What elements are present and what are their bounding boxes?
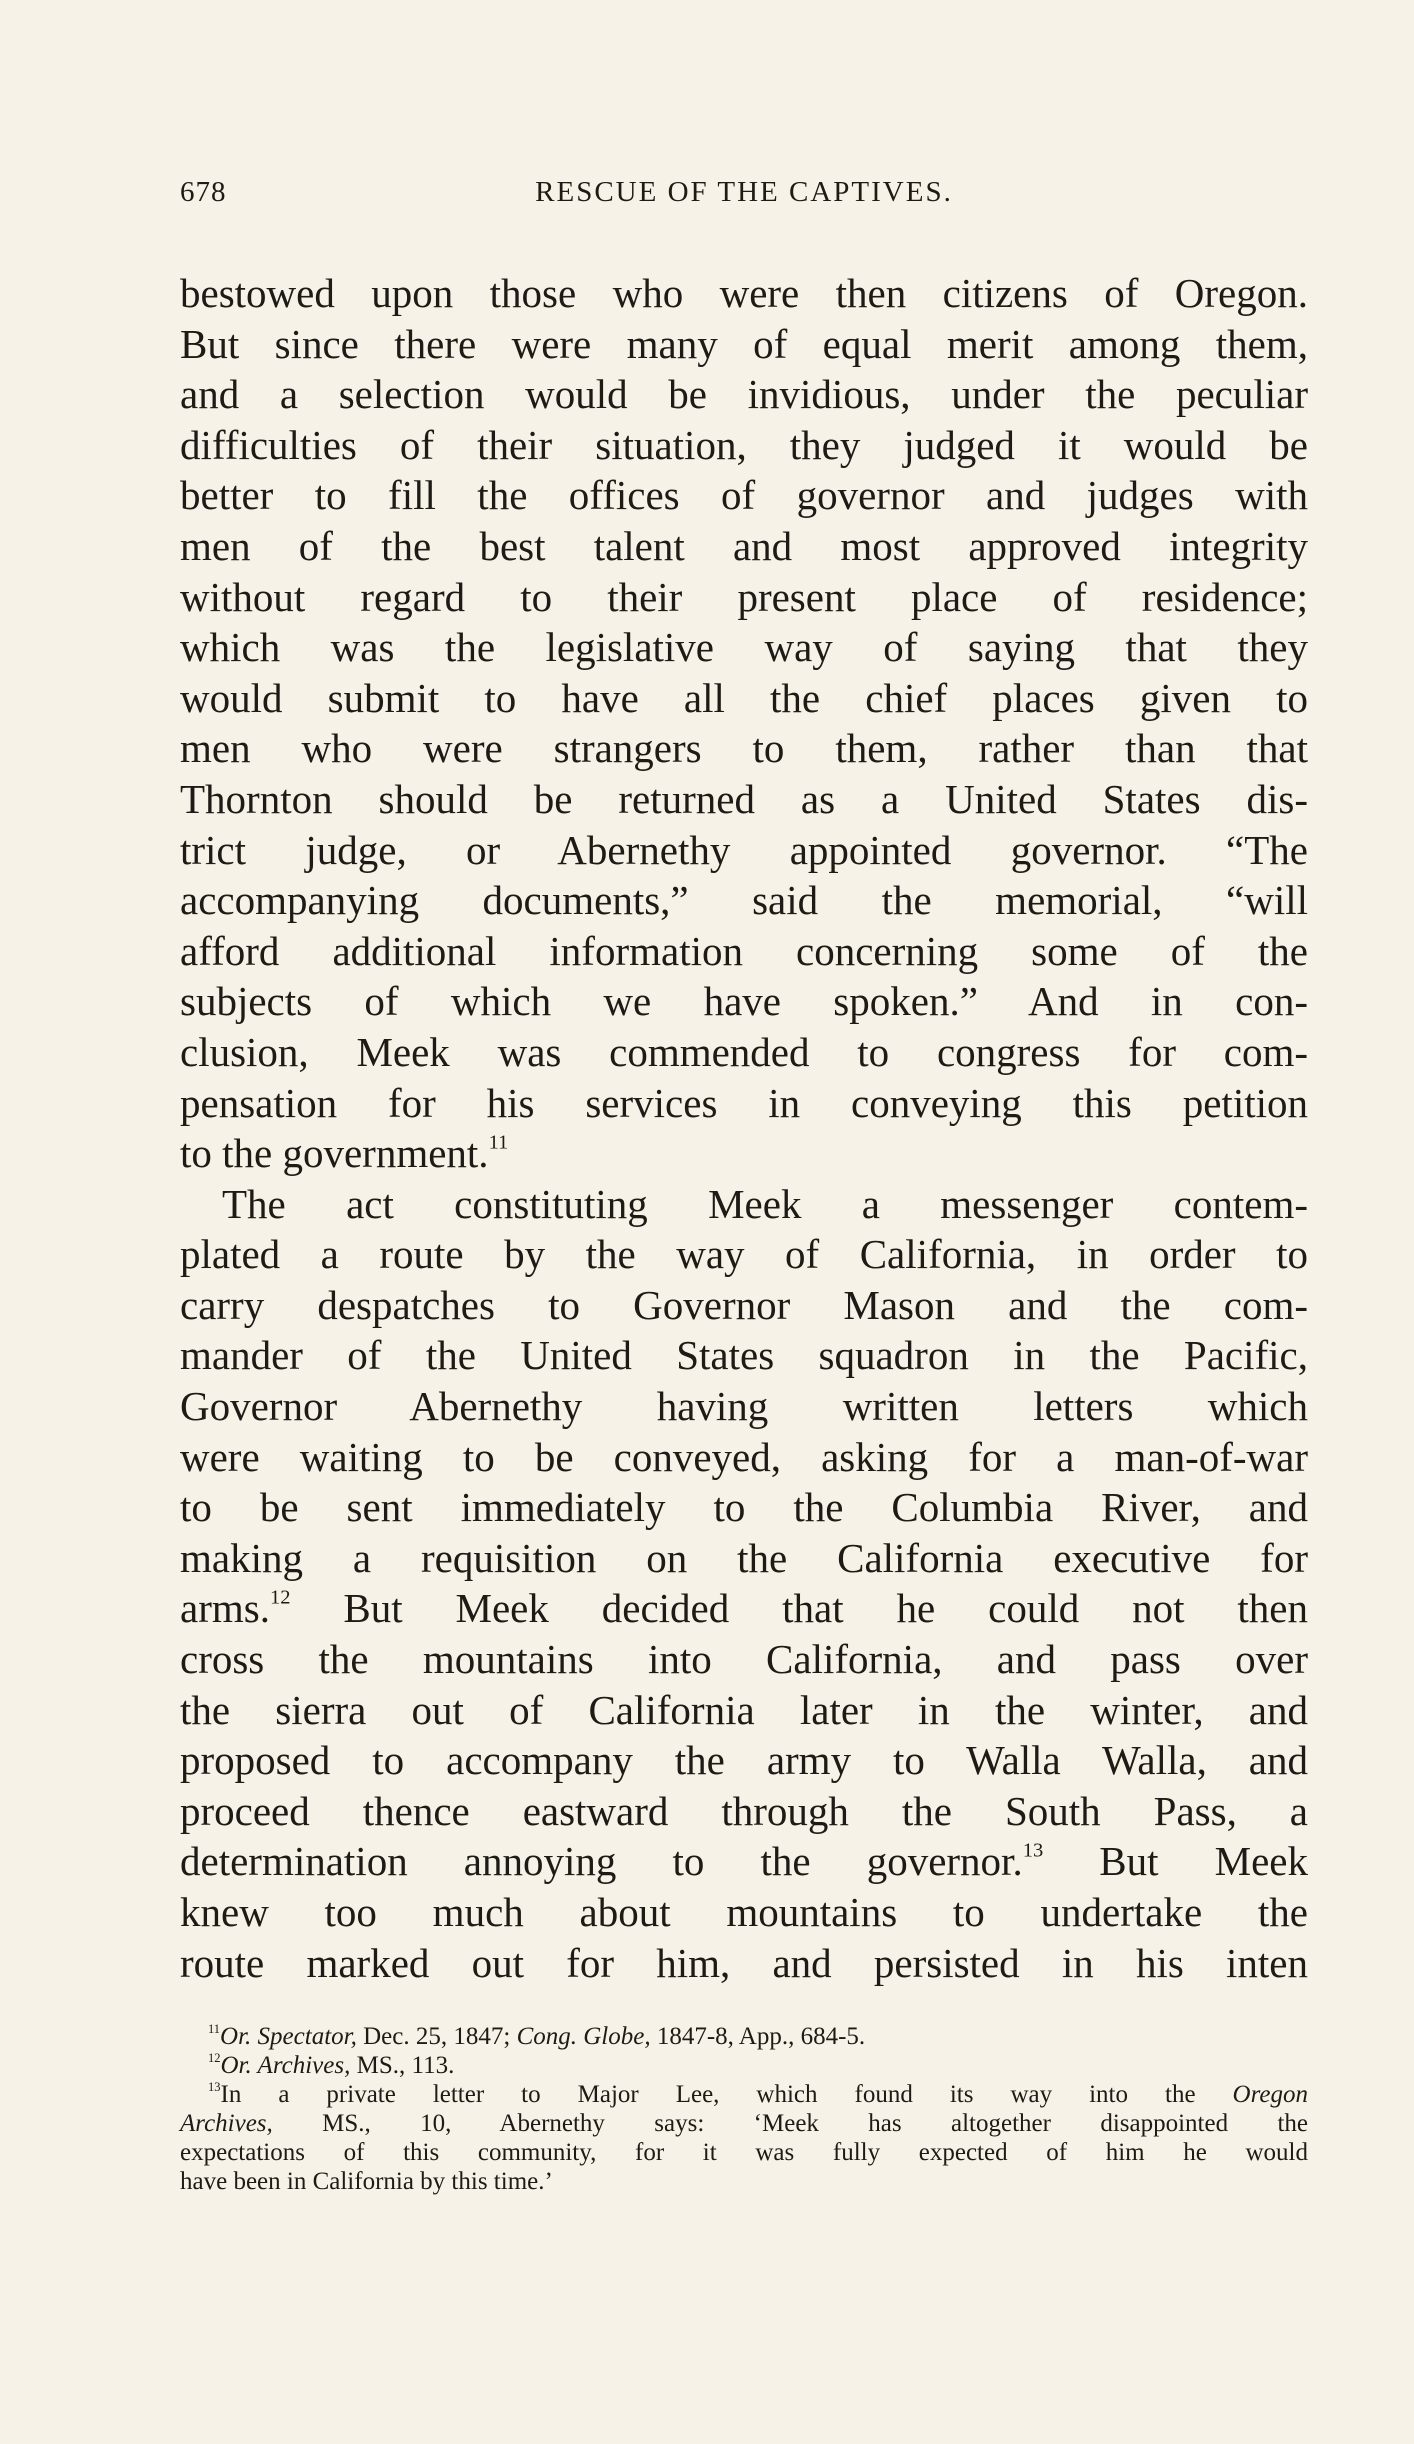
text-line: men of the best talent and most approved integrity: [180, 522, 1308, 569]
text-line: Thornton should be returned as a United States dis-: [180, 775, 1308, 822]
body-text: [180, 268, 1308, 1988]
text-line: were waiting to be conveyed, asking for a man-of-war: [180, 1433, 1308, 1480]
text-segment: determination annoying to the governor.: [180, 1838, 1023, 1885]
footnote-13-line: have been in California by this time.’: [180, 2168, 553, 2195]
footnote-13: [180, 2080, 1308, 2109]
footnote-number: 12: [208, 2050, 221, 2065]
text-line: mander of the United States squadron in the Pacific,: [180, 1332, 1308, 1379]
footnote-ref: 12: [269, 1587, 291, 1609]
text-line: difficulties of their situation, they judged it would be: [180, 421, 1308, 468]
footnote-text: Dec. 25, 1847;: [356, 2023, 517, 2050]
text-line: But since there were many of equal merit among them,: [180, 320, 1308, 367]
footnote-number: 11: [208, 2021, 221, 2036]
text-line: and a selection would be invidious, under the peculiar: [180, 371, 1308, 418]
text-segment: arms.: [180, 1585, 270, 1632]
footnote-12: [180, 2051, 1308, 2080]
text-line: better to fill the offices of governor and judges with: [180, 472, 1308, 519]
footnote-11: [180, 2022, 1308, 2051]
text-line: [180, 1836, 1308, 1887]
text-line: cross the mountains into California, and pass over: [180, 1636, 1308, 1683]
text-line: [180, 1128, 1308, 1179]
text-line: afford additional information concerning some of the: [180, 927, 1308, 974]
text-line: to be sent immediately to the Columbia River, and: [180, 1484, 1308, 1531]
text-line: without regard to their present place of residence;: [180, 573, 1308, 620]
page-number: 678: [180, 176, 227, 208]
page-header: [180, 176, 1308, 216]
footnote-ref: 11: [488, 1131, 509, 1154]
footnote-13-line: [180, 2109, 1308, 2138]
footnote-source: Or. Archives,: [220, 2052, 351, 2079]
text-line: pensation for his services in conveying this petition: [180, 1079, 1308, 1126]
running-head: RESCUE OF THE CAPTIVES.: [535, 176, 953, 208]
text-segment: But Meek decided that he could not then: [290, 1585, 1308, 1632]
footnote-source: Cong. Globe,: [516, 2023, 651, 2050]
footnote-number: 13: [208, 2079, 221, 2094]
footnote-source: Oregon: [1232, 2081, 1308, 2108]
footnote-source: Or. Spectator,: [220, 2023, 357, 2050]
text-line: clusion, Meek was commended to congress for com-: [180, 1028, 1308, 1075]
footnote-ref: 13: [1022, 1839, 1044, 1862]
text-line: carry despatches to Governor Mason and the com-: [180, 1281, 1308, 1328]
text-line: The act constituting Meek a messenger contem-: [222, 1180, 1308, 1227]
text-segment: to the government.: [180, 1130, 489, 1177]
text-line: making a requisition on the California executive for: [180, 1534, 1308, 1581]
footnote-text: In a private letter to Major Lee, which found its way into the: [220, 2081, 1233, 2108]
footnote-text: 1847-8, App., 684-5.: [650, 2023, 866, 2050]
text-line: which was the legislative way of saying that they: [180, 624, 1308, 671]
footnote-source: Archives,: [180, 2110, 273, 2137]
text-line: route marked out for him, and persisted in his inten: [180, 1939, 1308, 1986]
text-line: bestowed upon those who were then citizens of Oregon.: [180, 270, 1308, 316]
text-line: [180, 1583, 1308, 1634]
text-line: proposed to accompany the army to Walla Walla, and: [180, 1737, 1308, 1784]
footnote-13-line: expectations of this community, for it was fully expected of him he would: [180, 2139, 1308, 2166]
text-segment: But Meek: [1043, 1838, 1309, 1885]
text-line: accompanying documents,” said the memorial, “will: [180, 877, 1308, 924]
text-line: the sierra out of California later in the winter, and: [180, 1686, 1308, 1733]
footnote-text: MS., 10, Abernethy says: ‘Meek has altogether disappointed the: [272, 2110, 1308, 2137]
footnotes: [180, 2022, 1308, 2196]
text-line: knew too much about mountains to undertake the: [180, 1889, 1308, 1935]
text-line: would submit to have all the chief places given to: [180, 674, 1308, 721]
text-line: trict judge, or Abernethy appointed governor. “The: [180, 826, 1308, 873]
text-line: subjects of which we have spoken.” And in con-: [180, 978, 1308, 1025]
text-line: proceed thence eastward through the South Pass, a: [180, 1787, 1308, 1834]
text-line: plated a route by the way of California, in order to: [180, 1231, 1308, 1278]
footnote-text: MS., 113.: [350, 2052, 455, 2079]
text-line: men who were strangers to them, rather than that: [180, 725, 1308, 772]
text-line: Governor Abernethy having written letters which: [180, 1383, 1308, 1430]
